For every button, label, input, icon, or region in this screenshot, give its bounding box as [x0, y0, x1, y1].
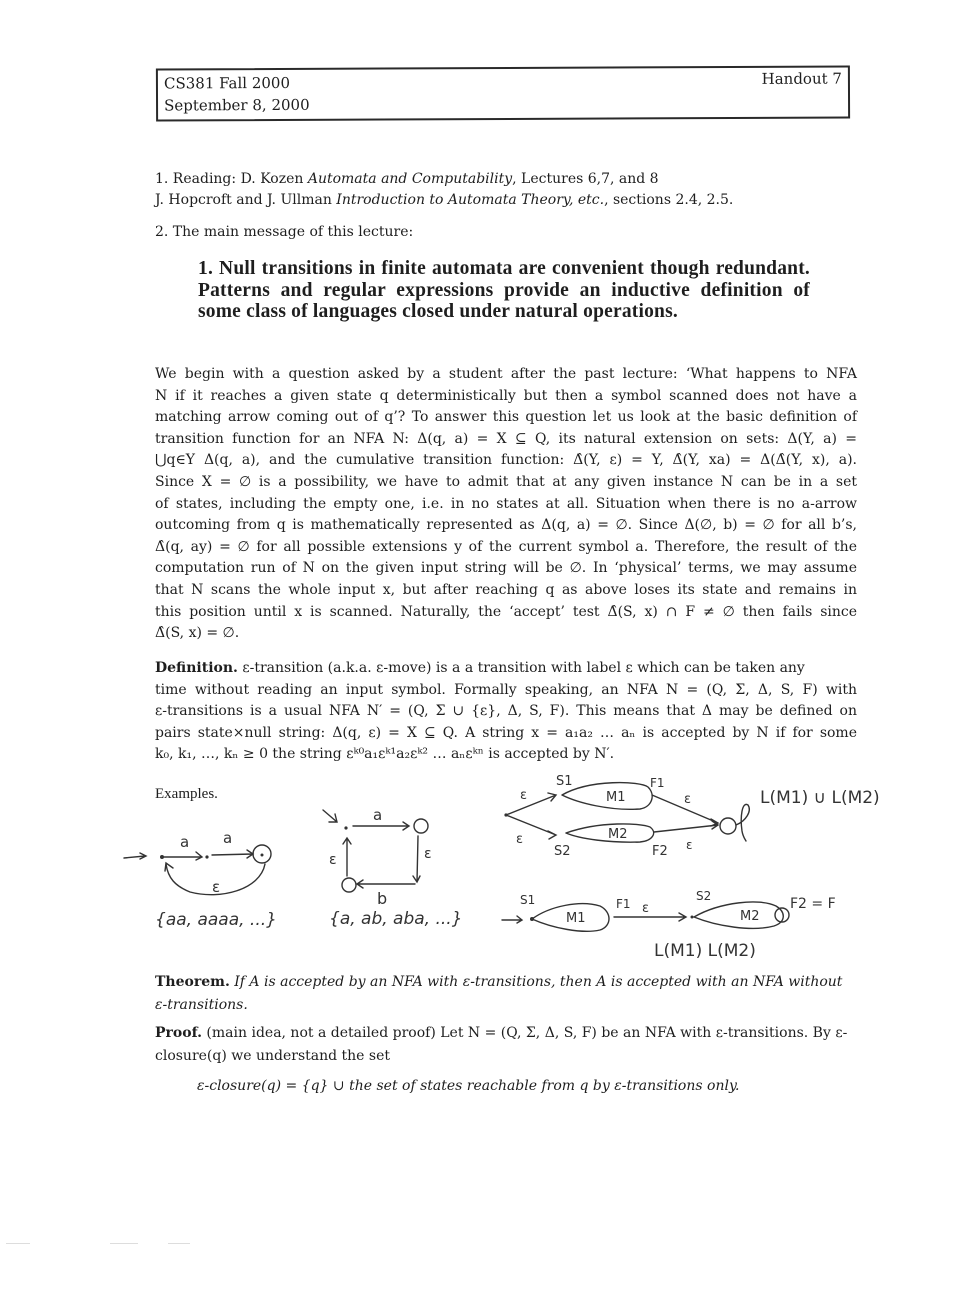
epsilon-to-s2: [506, 815, 556, 839]
machine-m2: [694, 902, 783, 928]
reading-2-prefix: J. Hopcroft and J. Ullman: [155, 192, 337, 208]
definition-line: time without reading an input symbol. Formally speaking, an NFA N = (Q, Σ, Δ, S, F) with: [155, 681, 857, 698]
label-a: a: [373, 806, 383, 824]
reading-1-title: Automata and Computability: [307, 171, 513, 187]
label-m2: M2: [608, 827, 628, 842]
concat-diagram: [490, 870, 890, 970]
label-m2: M2: [740, 909, 760, 924]
course-title: CS381 Fall 2000: [163, 73, 291, 93]
label-epsilon-1: ε: [424, 846, 432, 862]
proof-body: (main idea, not a detailed proof) Let N = (Q, Σ, Δ, S, F) be an NFA with ε-transitions. By ε-closure(q) we understand the set: [155, 1025, 848, 1064]
label-f2-eq-f: F2 = F: [790, 896, 836, 912]
start-arrow: [124, 853, 146, 859]
intro-paragraph: [155, 364, 857, 645]
reading-item-1: [155, 171, 659, 187]
label-eps-1: ε: [520, 788, 528, 803]
language-ex1: {aa, aaaa, ...}: [155, 910, 277, 930]
intro-line: computation run of N on the given input string will be ∅. In ‘physical’ terms, we may assume: [155, 560, 857, 577]
theorem-body: If A is accepted by an NFA with ε-transitions, then A is accepted with an NFA without ε-transitions.: [155, 974, 843, 1013]
intro-line: that N scans the whole input x, but after reaching q as above loses its state and remains in: [155, 581, 857, 598]
proof-heading: Proof.: [155, 1025, 202, 1041]
start-arrow: [323, 810, 337, 822]
epsilon-f2: [654, 821, 718, 832]
transition-epsilon-up: [343, 838, 351, 876]
transition-b: [357, 880, 415, 888]
definition-line: pairs state×null string: Δ(q, ε) = X ⊆ Q. A string x = a₁a₂ … aₙ is accepted by N if for some: [155, 724, 857, 741]
intro-line: N if it reaches a given state q deterministically but then a symbol scanned does not have a: [155, 387, 857, 404]
definition-line: ε-transition (a.k.a. ε-move) is a a transition with label ε which can be taken any: [237, 660, 805, 676]
label-eps-4: ε: [686, 838, 693, 852]
example-1-diagram: [110, 800, 310, 940]
definition-body: [155, 660, 857, 766]
intro-line: Δ̂(S, x) = ∅.: [155, 625, 240, 642]
scan-artifact: [6, 1243, 30, 1244]
example-2-diagram: [315, 800, 490, 940]
transition-a-1: [164, 852, 202, 860]
reading-1-suffix: , Lectures 6,7, and 8: [512, 171, 659, 187]
intro-line: Δ̂(q, ay) = ∅ for all possible extensions y of the current symbol a. Therefore, the result of the: [155, 538, 857, 555]
union-diagram: [490, 765, 920, 865]
state-s2: [691, 916, 694, 919]
header-box: [156, 65, 850, 121]
intro-line: Since X = ∅ is a possibility, we have to admit that at any given instance N can be in a set: [155, 473, 857, 490]
label-f1: F1: [650, 776, 665, 790]
label-epsilon: ε: [642, 901, 650, 916]
label-a-2: a: [223, 829, 233, 847]
label-f1: F1: [616, 897, 631, 911]
definition-line: k₀, k₁, …, kₙ ≥ 0 the string εᵏ⁰a₁εᵏ¹a₂εᵏ² … aₙεᵏⁿ is accepted by N′.: [155, 746, 615, 763]
main-message-intro: 2. The main message of this lecture:: [155, 224, 414, 240]
scan-artifact: [110, 1243, 138, 1244]
label-a-1: a: [180, 833, 190, 851]
accept-state: [414, 819, 428, 833]
accept-state-dot: [261, 854, 264, 857]
label-eps-2: ε: [516, 832, 524, 847]
proof: [155, 1022, 857, 1068]
label-s2: S2: [696, 889, 712, 903]
label-s2: S2: [554, 844, 571, 859]
label-epsilon-2: ε: [329, 852, 337, 868]
start-arrow: [502, 916, 522, 923]
intro-line: this position until x is scanned. Naturally, the ‘accept’ test Δ̂(S, x) ∩ F ≠ ∅ then fails since: [155, 603, 857, 620]
reading-item-2: [155, 192, 733, 208]
handout-number: Handout 7: [761, 69, 842, 88]
definition-paragraph: [155, 658, 857, 766]
language-concat: L(M1) L(M2): [654, 941, 756, 961]
state-0: [344, 826, 347, 829]
definition-heading: Definition.: [155, 660, 238, 676]
scan-artifact: [168, 1243, 190, 1244]
label-epsilon: ε: [212, 878, 221, 896]
reading-2-title: Introduction to Automata Theory, etc.: [336, 192, 605, 208]
main-message: 1. Null transitions in finite automata are convenient though redundant. Patterns and regular expressions provide an inductive definition of some class of languages closed under natural operations.: [198, 258, 810, 322]
epsilon-f1-s2: [614, 913, 686, 921]
label-s1: S1: [520, 893, 536, 907]
final-state: [720, 818, 736, 834]
reading-2-suffix: , sections 2.4, 2.5.: [604, 192, 734, 208]
theorem: [155, 971, 857, 1017]
label-m1: M1: [606, 790, 626, 805]
intro-line: matching arrow coming out of q’? To answer this question let us look at the basic definition of: [155, 409, 857, 426]
transition-a-2: [212, 850, 253, 858]
transition-epsilon-down: [413, 836, 420, 882]
intro-line: transition function for an NFA N: Δ(q, a) = X ⊆ Q, its natural extension on sets: Δ(Y, a) =: [155, 430, 857, 447]
handout-date: September 8, 2000: [164, 95, 310, 115]
intro-line: We begin with a question asked by a student after the past lecture: ‘What happens to NFA: [155, 366, 857, 382]
intro-line: outcoming from q is mathematically represented as Δ(q, a) = ∅. Since Δ(∅, b) = ∅ for all b’s,: [155, 517, 857, 534]
label-s1: S1: [556, 774, 573, 789]
definition-line: ε-transitions is a usual NFA N′ = (Q, Σ ∪ {ε}, Δ, S, F). This means that Δ may be defined on: [155, 703, 857, 720]
closure-definition: ε-closure(q) = {q} ∪ the set of states reachable from q by ε-transitions only.: [197, 1078, 740, 1094]
accept-state-2: [342, 878, 356, 892]
epsilon-to-s1: [506, 793, 556, 815]
label-f2: F2: [652, 844, 668, 859]
theorem-heading: Theorem.: [155, 974, 230, 990]
language-union: L(M1) ∪ L(M2): [760, 788, 880, 808]
state-1: [205, 855, 208, 858]
label-eps-3: ε: [684, 792, 692, 807]
intro-line: of states, including the empty one, i.e. in no states at all. Situation when there is no a-arrow: [155, 495, 857, 512]
label-m1: M1: [566, 911, 586, 926]
reading-1-prefix: 1. Reading: D. Kozen: [155, 171, 308, 187]
final-marker: [736, 804, 749, 841]
examples-heading: Examples.: [155, 786, 218, 802]
intro-line: ⋃q∈Y Δ(q, a), and the cumulative transition function: Δ̂(Y, ε) = Y, Δ̂(Y, xa) = Δ(Δ̂(Y, x), a).: [155, 452, 857, 469]
language-ex2: {a, ab, aba, ...}: [329, 909, 463, 929]
label-b: b: [377, 889, 388, 908]
